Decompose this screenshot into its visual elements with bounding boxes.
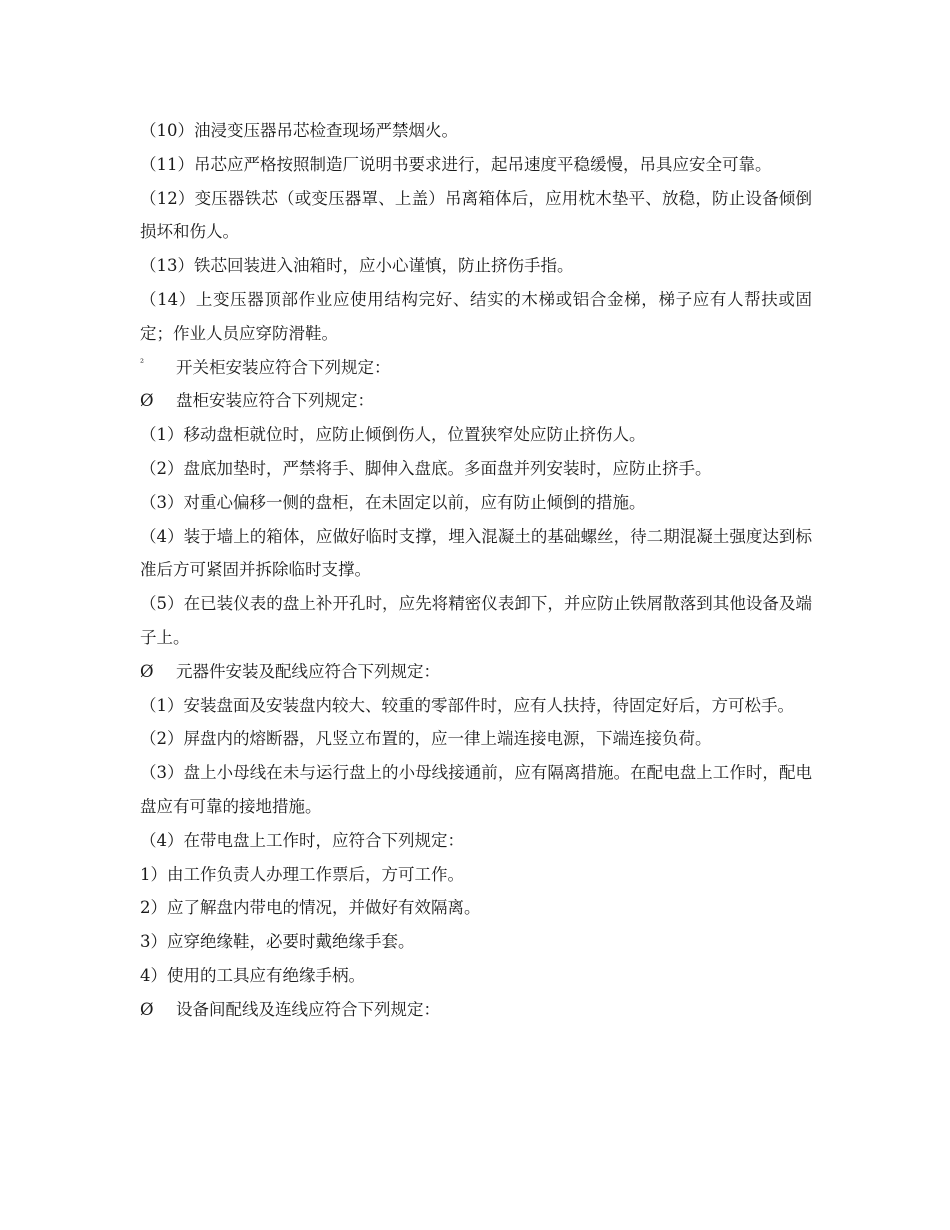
live-panel-rule-2: 2）应了解盘内带电的情况，并做好有效隔离。 [140, 898, 481, 918]
subsection-wiring-heading [140, 993, 812, 1027]
subsection-cabinet-heading [140, 384, 812, 418]
subsection-heading-text: 元器件安装及配线应符合下列规定： [176, 661, 440, 681]
paragraph-13: （13）铁芯回装进入油箱时，应小心谨慎，防止挤伤手指。 [140, 256, 574, 276]
components-item-4: （4）在带电盘上工作时，应符合下列规定： [140, 830, 464, 850]
subsection-heading-text: 设备间配线及连线应符合下列规定： [176, 999, 440, 1019]
cabinet-item-4: （4）装于墙上的箱体，应做好临时支撑，埋入混凝土的基础螺丝，待二期混凝土强度达到标准后方可紧固并拆除临时支撑。 [140, 526, 812, 580]
bullet-mark: Ø [140, 661, 154, 681]
live-panel-rule-4: 4）使用的工具应有绝缘手柄。 [140, 965, 365, 985]
document-page [140, 114, 812, 1027]
paragraph-14: （14）上变压器顶部作业应使用结构完好、结实的木梯或铝合金梯，梯子应有人帮扶或固定；作业人员应穿防滑鞋。 [140, 289, 812, 343]
live-panel-rule-3: 3）应穿绝缘鞋，必要时戴绝缘手套。 [140, 932, 415, 952]
cabinet-item-3: （3）对重心偏移一侧的盘柜，在未固定以前，应有防止倾倒的措施。 [140, 492, 646, 512]
paragraph-10: （10）油浸变压器吊芯检查现场严禁烟火。 [140, 121, 458, 140]
cabinet-item-2: （2）盘底加垫时，严禁将手、脚伸入盘底。多面盘并列安装时，应防止挤手。 [140, 458, 712, 478]
live-panel-rule-1: 1）由工作负责人办理工作票后，方可工作。 [140, 864, 464, 884]
components-item-1: （1）安装盘面及安装盘内较大、较重的零部件时，应有人扶持，待固定好后，方可松手。 [140, 695, 794, 715]
components-item-3: （3）盘上小母线在未与运行盘上的小母线接通前，应有隔离措施。在配电盘上工作时，配电盘应有可靠的接地措施。 [140, 763, 812, 816]
subsection-components-heading [140, 655, 812, 689]
paragraph-12: （12）变压器铁芯（或变压器罩、上盖）吊离箱体后，应用枕木垫平、放稳，防止设备倾倒损坏和伤人。 [140, 188, 812, 242]
bullet-mark: Ø [140, 999, 154, 1019]
components-item-2: （2）屏盘内的熔断器，凡竖立布置的，应一律上端连接电源，下端连接负荷。 [140, 729, 712, 749]
cabinet-item-1: （1）移动盘柜就位时，应防止倾倒伤人，位置狭窄处应防止挤伤人。 [140, 425, 646, 445]
section-switchgear-heading [140, 351, 812, 385]
cabinet-item-5: （5）在已装仪表的盘上补开孔时，应先将精密仪表卸下，并应防止铁屑散落到其他设备及端子上。 [140, 594, 812, 647]
bullet-mark: Ø [140, 391, 154, 411]
section-heading-text: 开关柜安装应符合下列规定： [176, 357, 391, 377]
bullet-mark: ² [140, 357, 145, 369]
paragraph-11: （11）吊芯应严格按照制造厂说明书要求进行，起吊速度平稳缓慢，吊具应安全可靠。 [140, 154, 772, 174]
subsection-heading-text: 盘柜安装应符合下列规定： [176, 391, 374, 411]
